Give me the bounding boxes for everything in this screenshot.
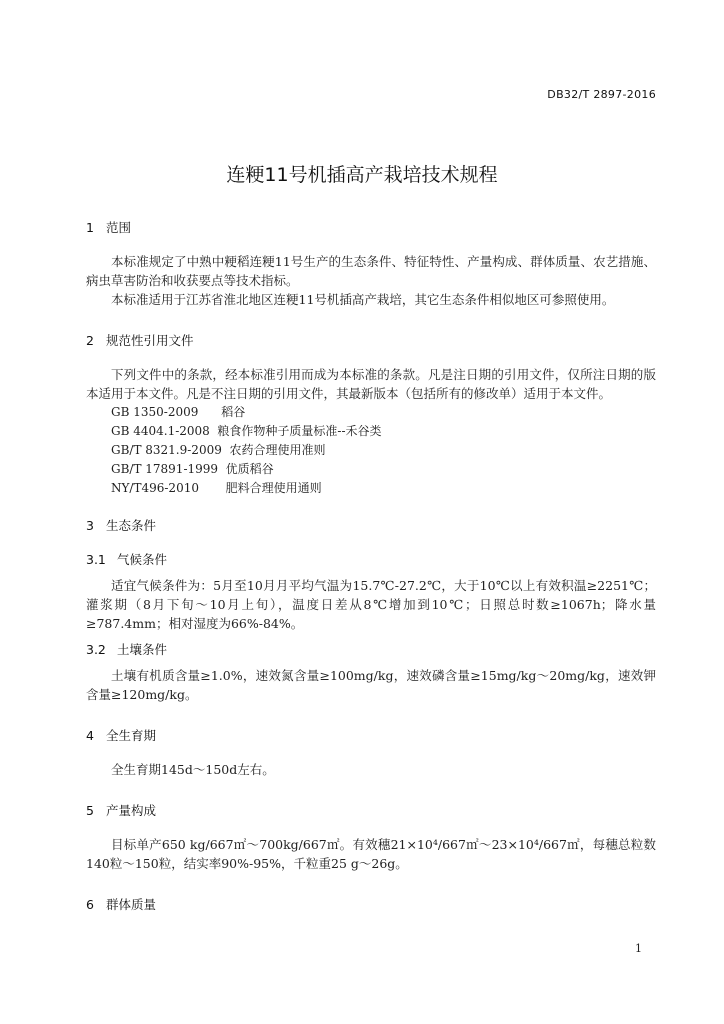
section-1 — [86, 218, 656, 309]
document-title: 连粳11号机插高产栽培技术规程 — [226, 164, 498, 186]
section-number: 5 — [86, 803, 94, 818]
subsection-title: 土壤条件 — [117, 642, 168, 657]
standard-code: DB32/T 2897-2016 — [547, 88, 656, 101]
reference-item: NY/T496-2010 肥料合理使用通则 — [111, 481, 322, 495]
paragraph: 本标准适用于江苏省淮北地区连粳11号机插高产栽培，其它生态条件相似地区可参照使用。 — [111, 292, 615, 307]
section-heading — [86, 895, 656, 913]
section-heading — [86, 218, 656, 236]
reference-item: GB 4404.1-2008 粮食作物种子质量标准--禾谷类 — [111, 424, 382, 438]
section-number: 2 — [86, 333, 94, 348]
section-4 — [86, 726, 656, 779]
section-6 — [86, 895, 656, 913]
document-body — [86, 218, 656, 913]
paragraph: 全生育期145d～150d左右。 — [111, 762, 275, 777]
subsection-heading — [86, 640, 656, 658]
paragraph: 适宜气候条件为：5月至10月月平均气温为15.7℃-27.2℃，大于10℃以上有效积温≥2251℃；灌浆期（8月下旬～10月上旬），温度日差从8℃增加到10℃；日照总时数≥1067h；降水量≥787.4mm；相对湿度为66%-84%。 — [86, 578, 656, 631]
reference-item: GB 1350-2009 稻谷 — [111, 405, 246, 419]
reference-item: GB/T 8321.9-2009 农药合理使用准则 — [111, 443, 326, 457]
section-title: 生态条件 — [106, 518, 157, 533]
section-number: 3 — [86, 518, 94, 533]
section-number: 4 — [86, 728, 94, 743]
paragraph: 本标准规定了中熟中粳稻连粳11号生产的生态条件、特征特性、产量构成、群体质量、农艺措施、病虫草害防治和收获要点等技术指标。 — [86, 254, 656, 288]
section-heading — [86, 331, 656, 349]
section-title: 全生育期 — [106, 728, 157, 743]
paragraph: 目标单产650 kg/667㎡～700kg/667㎡。有效穗21×10⁴/667㎡～23×10⁴/667㎡，每穗总粒数140粒～150粒，结实率90%-95%，千粒重25 g～26g。 — [86, 837, 656, 871]
subsection-number: 3.1 — [86, 552, 106, 567]
reference-item: GB/T 17891-1999 优质稻谷 — [111, 462, 274, 476]
subsection-heading — [86, 550, 656, 568]
section-title: 群体质量 — [106, 897, 157, 912]
section-title: 范围 — [106, 220, 132, 235]
section-heading — [86, 726, 656, 744]
section-title: 产量构成 — [106, 803, 157, 818]
subsection-title: 气候条件 — [117, 552, 168, 567]
section-number: 1 — [86, 220, 94, 235]
section-2 — [86, 331, 656, 498]
section-3 — [86, 516, 656, 704]
page-number: 1 — [635, 942, 642, 955]
paragraph: 土壤有机质含量≥1.0%，速效氮含量≥100mg/kg，速效磷含量≥15mg/kg～20mg/kg，速效钾含量≥120mg/kg。 — [86, 668, 656, 702]
section-number: 6 — [86, 897, 94, 912]
paragraph: 下列文件中的条款，经本标准引用而成为本标准的条款。凡是注日期的引用文件，仅所注日期的版本适用于本文件。凡是不注日期的引用文件，其最新版本（包括所有的修改单）适用于本文件。 — [86, 367, 656, 401]
section-heading — [86, 801, 656, 819]
section-heading — [86, 516, 656, 534]
subsection-number: 3.2 — [86, 642, 106, 657]
section-title: 规范性引用文件 — [106, 333, 194, 348]
section-5 — [86, 801, 656, 873]
